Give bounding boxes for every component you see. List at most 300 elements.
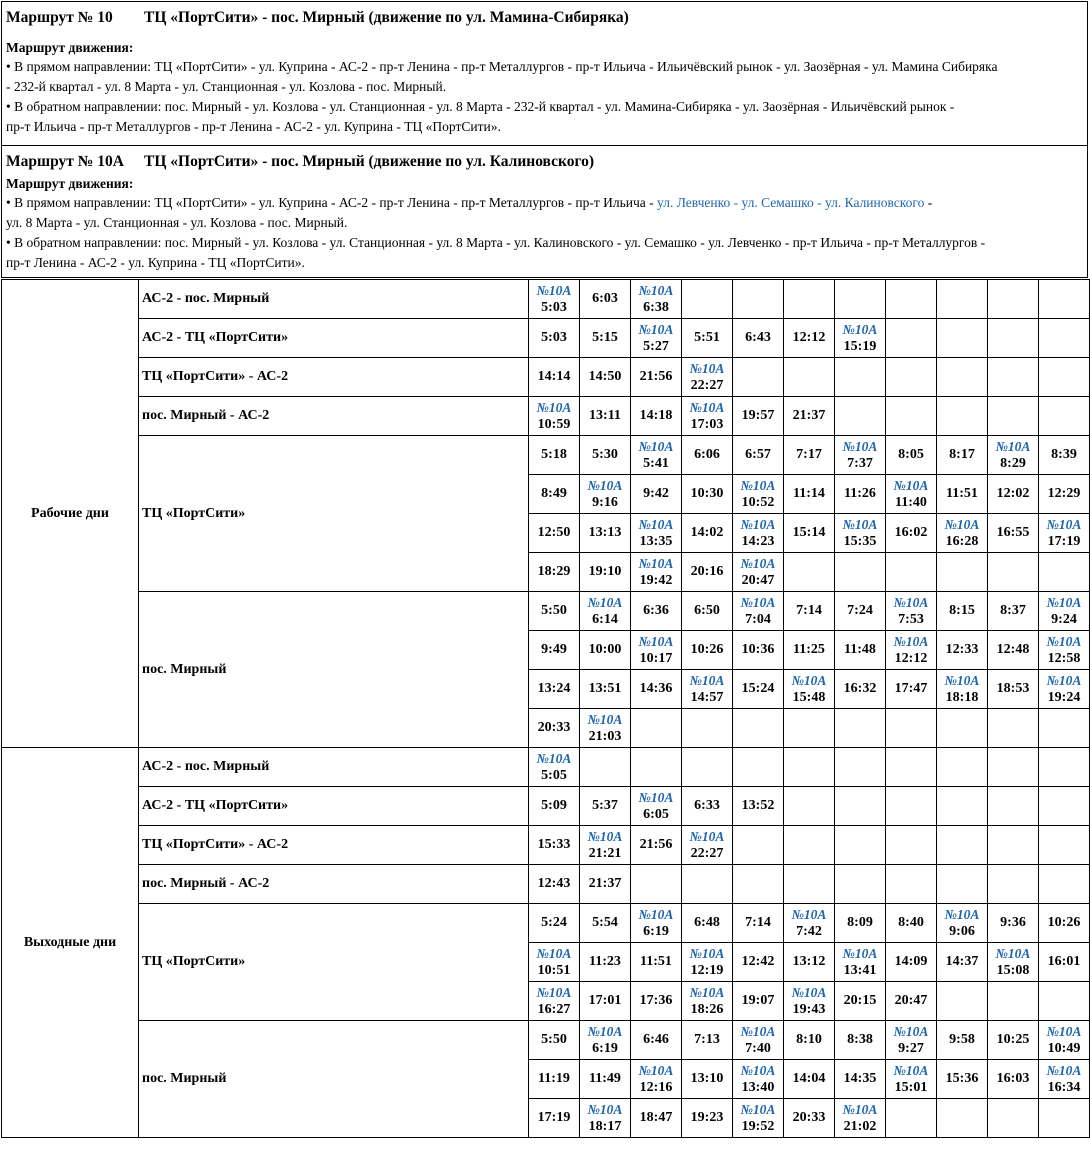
empty-cell [937, 319, 988, 358]
time-value: 5:09 [541, 798, 567, 813]
time-value: 12:42 [741, 954, 775, 969]
departure-time-10a [631, 787, 682, 826]
departure-time-10a [835, 943, 886, 982]
departure-time [835, 1021, 886, 1060]
time-value: 6:19 [643, 923, 669, 939]
departure-time [580, 358, 631, 397]
empty-cell [1039, 709, 1090, 748]
departure-time [1039, 436, 1090, 475]
empty-cell [988, 319, 1039, 358]
route-10-forward-line-2: - 232-й квартал - ул. 8 Марта - ул. Станционная - ул. Козлова - пос. Мирный. [6, 79, 447, 94]
time-value: 19:24 [1047, 689, 1081, 705]
time-value: 17:47 [894, 681, 928, 696]
time-value: 14:37 [945, 954, 979, 969]
time-value: 19:57 [741, 408, 775, 423]
time-value: 13:10 [690, 1071, 724, 1086]
direction-label: пос. Мирный [139, 592, 529, 748]
departure-time-10a [733, 1021, 784, 1060]
time-value: 7:37 [847, 455, 873, 471]
route-10a-tag: №10А [995, 438, 1031, 454]
time-value: 13:41 [843, 962, 877, 978]
route-10a-tag: №10А [893, 477, 929, 493]
time-value: 20:33 [792, 1110, 826, 1125]
time-value: 17:01 [588, 993, 622, 1008]
departure-time-10a [784, 904, 835, 943]
time-value: 13:40 [741, 1079, 775, 1095]
departure-time [631, 592, 682, 631]
empty-cell [784, 709, 835, 748]
direction-label: ТЦ «ПортСити» [139, 436, 529, 592]
departure-time-10a [733, 514, 784, 553]
route-10a-tag: №10А [536, 750, 572, 766]
departure-time-10a [886, 592, 937, 631]
empty-cell [988, 826, 1039, 865]
route-10a-tag: №10А [638, 282, 674, 298]
time-value: 5:54 [592, 915, 618, 930]
route-10a-tag: №10А [1046, 672, 1082, 688]
direction-label: АС-2 - ТЦ «ПортСити» [139, 319, 529, 358]
empty-cell [784, 280, 835, 319]
departure-time-10a [937, 670, 988, 709]
route-10a-tag: №10А [689, 945, 725, 961]
departure-time-10a [733, 592, 784, 631]
empty-cell [886, 826, 937, 865]
empty-cell [580, 748, 631, 787]
departure-time-10a [580, 592, 631, 631]
route-10a-tag: №10А [638, 555, 674, 571]
departure-time [682, 319, 733, 358]
empty-cell [886, 1099, 937, 1138]
departure-time [631, 358, 682, 397]
time-value: 6:06 [694, 447, 720, 462]
route-10a-tag: №10А [587, 477, 623, 493]
time-value: 5:37 [592, 798, 618, 813]
time-value: 11:48 [844, 642, 876, 657]
time-value: 6:57 [745, 447, 771, 462]
empty-cell [886, 397, 937, 436]
departure-time-10a [682, 358, 733, 397]
route-10a-tag: №10А [740, 594, 776, 610]
timetable-row [2, 787, 1090, 826]
route-10a-tag: №10А [740, 1023, 776, 1039]
time-value: 12:12 [894, 650, 928, 666]
route-10a-tag: №10А [689, 672, 725, 688]
empty-cell [1039, 319, 1090, 358]
route-10a-tag: №10А [1046, 1023, 1082, 1039]
departure-time-10a [886, 1060, 937, 1099]
departure-time [733, 904, 784, 943]
departure-time [529, 1060, 580, 1099]
time-value: 15:19 [843, 338, 877, 354]
route-10a-tag: №10А [638, 516, 674, 532]
time-value: 11:23 [589, 954, 621, 969]
departure-time-10a [529, 982, 580, 1021]
departure-time [988, 1021, 1039, 1060]
empty-cell [937, 358, 988, 397]
departure-time [784, 319, 835, 358]
time-value: 18:47 [639, 1110, 673, 1125]
time-value: 14:14 [537, 369, 571, 384]
time-value: 10:30 [690, 486, 724, 501]
route-10a-tag: №10А [536, 984, 572, 1000]
route-10a-tag: №10А [1046, 594, 1082, 610]
route-10-name: ТЦ «ПортСити» - пос. Мирный (движение по ул. Мамина-Сибиряка) [144, 9, 629, 26]
departure-time [937, 631, 988, 670]
empty-cell [937, 553, 988, 592]
route-10a-tag: №10А [536, 945, 572, 961]
departure-time [631, 1099, 682, 1138]
route-10a-tag: №10А [689, 828, 725, 844]
time-value: 12:02 [996, 486, 1030, 501]
empty-cell [682, 280, 733, 319]
empty-cell [937, 748, 988, 787]
empty-cell [835, 358, 886, 397]
empty-cell [886, 709, 937, 748]
timetable-row [2, 826, 1090, 865]
time-value: 7:53 [898, 611, 924, 627]
empty-cell [886, 280, 937, 319]
direction-label: пос. Мирный - АС-2 [139, 865, 529, 904]
time-value: 11:25 [793, 642, 825, 657]
route-10a-back-line-1: • В обратном направлении: пос. Мирный - ул. Козлова - ул. Станционная - ул. 8 Марта - ул. Калиновского - ул. Семашко - ул. Левченко - пр-т Ильича - пр-т Металлургов - [6, 235, 986, 250]
time-value: 12:58 [1047, 650, 1081, 666]
empty-cell [784, 748, 835, 787]
departure-time [988, 670, 1039, 709]
departure-time-10a [886, 631, 937, 670]
direction-label: пос. Мирный - АС-2 [139, 397, 529, 436]
time-value: 11:14 [793, 486, 825, 501]
time-value: 8:38 [847, 1032, 873, 1047]
departure-time-10a [682, 826, 733, 865]
empty-cell [886, 358, 937, 397]
departure-time-10a [835, 319, 886, 358]
time-value: 8:17 [949, 447, 975, 462]
time-value: 6:03 [592, 291, 618, 306]
time-value: 5:03 [541, 330, 567, 345]
departure-time [886, 943, 937, 982]
route-10a-tag: №10А [689, 399, 725, 415]
time-value: 21:37 [588, 876, 622, 891]
time-value: 19:52 [741, 1118, 775, 1134]
time-value: 17:19 [1047, 533, 1081, 549]
direction-label: АС-2 - пос. Мирный [139, 280, 529, 319]
departure-time-10a [529, 280, 580, 319]
route-10a-tag: №10А [587, 1101, 623, 1117]
timetable-row [2, 592, 1090, 631]
time-value: 14:35 [843, 1071, 877, 1086]
time-value: 21:56 [639, 369, 673, 384]
departure-time-10a [886, 475, 937, 514]
empty-cell [988, 982, 1039, 1021]
departure-time-10a [1039, 1021, 1090, 1060]
empty-cell [937, 982, 988, 1021]
departure-time-10a [988, 943, 1039, 982]
departure-time-10a [529, 748, 580, 787]
time-value: 10:25 [996, 1032, 1030, 1047]
time-value: 8:09 [847, 915, 873, 930]
time-value: 15:14 [792, 525, 826, 540]
route-10-info [1, 1, 1088, 146]
departure-time-10a [682, 982, 733, 1021]
departure-time [580, 670, 631, 709]
route-10a-title [6, 151, 1083, 173]
time-value: 21:03 [588, 728, 622, 744]
time-value: 5:51 [694, 330, 720, 345]
time-value: 18:26 [690, 1001, 724, 1017]
departure-time-10a [937, 514, 988, 553]
time-value: 19:43 [792, 1001, 826, 1017]
departure-time [886, 436, 937, 475]
departure-time [631, 475, 682, 514]
time-value: 14:18 [639, 408, 673, 423]
empty-cell [937, 280, 988, 319]
time-value: 22:27 [690, 845, 724, 861]
time-value: 15:36 [945, 1071, 979, 1086]
departure-time [886, 514, 937, 553]
time-value: 7:24 [847, 603, 873, 618]
departure-time [835, 592, 886, 631]
time-value: 19:42 [639, 572, 673, 588]
empty-cell [886, 787, 937, 826]
departure-time [1039, 475, 1090, 514]
route-10a-tag: №10А [944, 906, 980, 922]
time-value: 10:00 [588, 642, 622, 657]
route-10a-tag: №10А [1046, 1062, 1082, 1078]
time-value: 6:50 [694, 603, 720, 618]
departure-time [784, 475, 835, 514]
departure-time [988, 631, 1039, 670]
departure-time [580, 865, 631, 904]
empty-cell [1039, 865, 1090, 904]
time-value: 16:55 [996, 525, 1030, 540]
empty-cell [1039, 553, 1090, 592]
empty-cell [886, 865, 937, 904]
departure-time [733, 436, 784, 475]
direction-label: ТЦ «ПортСити» - АС-2 [139, 358, 529, 397]
time-value: 14:57 [690, 689, 724, 705]
time-value: 9:24 [1051, 611, 1077, 627]
time-value: 11:19 [538, 1071, 570, 1086]
route-10-forward-line-1: • В прямом направлении: ТЦ «ПортСити» - ул. Куприна - АС-2 - пр-т Ленина - пр-т Металлургов - пр-т Ильича - Ильичёвский рынок - ул. Заозёрная - ул. Мамина Сибиряка [6, 59, 998, 74]
departure-time [784, 631, 835, 670]
route-10a-tag: №10А [944, 516, 980, 532]
departure-time [580, 436, 631, 475]
empty-cell [886, 553, 937, 592]
route-10a-tag: №10А [893, 594, 929, 610]
time-value: 7:42 [796, 923, 822, 939]
departure-time [529, 592, 580, 631]
empty-cell [784, 553, 835, 592]
empty-cell [988, 709, 1039, 748]
time-value: 13:52 [741, 798, 775, 813]
time-value: 9:27 [898, 1040, 924, 1056]
departure-time [1039, 904, 1090, 943]
departure-time-10a [1039, 631, 1090, 670]
departure-time [835, 475, 886, 514]
time-value: 12:43 [537, 876, 571, 891]
time-value: 20:47 [894, 993, 928, 1008]
time-value: 13:12 [792, 954, 826, 969]
route-10a-info [1, 145, 1088, 278]
departure-time [529, 436, 580, 475]
empty-cell [784, 358, 835, 397]
timetable-row [2, 904, 1090, 943]
departure-time [580, 514, 631, 553]
departure-time [937, 475, 988, 514]
timetable-row [2, 319, 1090, 358]
departure-time [784, 514, 835, 553]
route-10a-tag: №10А [740, 555, 776, 571]
day-type-label: Выходные дни [2, 748, 139, 1138]
empty-cell [937, 709, 988, 748]
empty-cell [1039, 358, 1090, 397]
time-value: 15:48 [792, 689, 826, 705]
time-value: 7:13 [694, 1032, 720, 1047]
empty-cell [1039, 397, 1090, 436]
departure-time [580, 982, 631, 1021]
route-10-back-line-2: пр-т Ильича - пр-т Металлургов - пр-т Ленина - АС-2 - ул. Куприна - ТЦ «ПортСити». [6, 119, 501, 134]
route-10a-tag: №10А [893, 1023, 929, 1039]
departure-time [682, 1060, 733, 1099]
empty-cell [937, 787, 988, 826]
departure-time [529, 514, 580, 553]
time-value: 13:24 [537, 681, 571, 696]
empty-cell [835, 826, 886, 865]
route-10a-forward-line-2: ул. 8 Марта - ул. Станционная - ул. Козлова - пос. Мирный. [6, 215, 348, 230]
time-value: 8:49 [541, 486, 567, 501]
route-10a-tag: №10А [638, 906, 674, 922]
direction-label: АС-2 - пос. Мирный [139, 748, 529, 787]
time-value: 21:37 [792, 408, 826, 423]
departure-time [835, 1060, 886, 1099]
time-value: 5:50 [541, 1032, 567, 1047]
departure-time-10a [886, 1021, 937, 1060]
departure-time [784, 1060, 835, 1099]
route-10-back-line-1: • В обратном направлении: пос. Мирный - ул. Козлова - ул. Станционная - ул. 8 Марта - 232-й квартал - ул. Мамина-Сибиряка - ул. Заозёрная - Ильичёвский рынок - [6, 99, 955, 114]
empty-cell [1039, 826, 1090, 865]
route-10a-forward-part-1: • В прямом направлении: ТЦ «ПортСити» - ул. Куприна - АС-2 - пр-т Ленина - пр-т Металлургов - пр-т Ильича - [6, 195, 654, 210]
time-value: 9:49 [541, 642, 567, 657]
departure-time-10a [733, 553, 784, 592]
departure-time [988, 514, 1039, 553]
time-value: 14:04 [792, 1071, 826, 1086]
departure-time-10a [529, 943, 580, 982]
empty-cell [988, 865, 1039, 904]
empty-cell [682, 748, 733, 787]
departure-time-10a [1039, 1060, 1090, 1099]
time-value: 12:16 [639, 1079, 673, 1095]
route-10a-tag: №10А [587, 828, 623, 844]
time-value: 10:36 [741, 642, 775, 657]
departure-time-10a [580, 1021, 631, 1060]
route-10a-tag: №10А [587, 711, 623, 727]
time-value: 5:15 [592, 330, 618, 345]
route-10a-tag: №10А [893, 633, 929, 649]
departure-time [580, 280, 631, 319]
departure-time [682, 631, 733, 670]
departure-time-10a [988, 436, 1039, 475]
route-10a-tag: №10А [791, 906, 827, 922]
empty-cell [937, 826, 988, 865]
route-10a-tag: №10А [638, 321, 674, 337]
time-value: 20:15 [843, 993, 877, 1008]
empty-cell [988, 748, 1039, 787]
route-10a-tag: №10А [638, 789, 674, 805]
time-value: 5:50 [541, 603, 567, 618]
route-10a-tag: №10А [638, 438, 674, 454]
departure-time [682, 514, 733, 553]
departure-time [937, 1060, 988, 1099]
departure-time [529, 787, 580, 826]
departure-time-10a [529, 397, 580, 436]
departure-time-10a [733, 1099, 784, 1138]
route-10a-forward-dash: - [927, 195, 933, 210]
departure-time-10a [733, 475, 784, 514]
departure-time [784, 436, 835, 475]
departure-time [580, 631, 631, 670]
departure-time-10a [631, 904, 682, 943]
departure-time [733, 943, 784, 982]
time-value: 20:33 [537, 720, 571, 735]
departure-time [529, 1099, 580, 1138]
time-value: 5:24 [541, 915, 567, 930]
departure-time [580, 904, 631, 943]
time-value: 8:10 [796, 1032, 822, 1047]
departure-time [682, 1021, 733, 1060]
departure-time [631, 943, 682, 982]
route-10a-tag: №10А [842, 945, 878, 961]
time-value: 11:51 [640, 954, 672, 969]
route-10a-tag: №10А [536, 282, 572, 298]
empty-cell [682, 865, 733, 904]
route-10a-tag: №10А [689, 360, 725, 376]
time-value: 20:47 [741, 572, 775, 588]
empty-cell [733, 748, 784, 787]
departure-time [529, 709, 580, 748]
route-10a-tag: №10А [995, 945, 1031, 961]
time-value: 10:49 [1047, 1040, 1081, 1056]
timetable [1, 279, 1090, 1138]
time-value: 20:16 [690, 564, 724, 579]
time-value: 6:19 [592, 1040, 618, 1056]
departure-time [529, 358, 580, 397]
route-10a-tag: №10А [689, 984, 725, 1000]
time-value: 16:27 [537, 1001, 571, 1017]
departure-time [631, 1021, 682, 1060]
empty-cell [1039, 280, 1090, 319]
departure-time [580, 943, 631, 982]
empty-cell [835, 280, 886, 319]
departure-time-10a [631, 436, 682, 475]
departure-time [937, 943, 988, 982]
empty-cell [631, 709, 682, 748]
departure-time-10a [631, 514, 682, 553]
route-10a-tag: №10А [740, 516, 776, 532]
departure-time [784, 943, 835, 982]
departure-time [631, 397, 682, 436]
time-value: 10:51 [537, 962, 571, 978]
time-value: 13:11 [589, 408, 621, 423]
time-value: 5:18 [541, 447, 567, 462]
route-10a-tag: №10А [638, 1062, 674, 1078]
departure-time-10a [784, 982, 835, 1021]
empty-cell [835, 787, 886, 826]
time-value: 11:51 [946, 486, 978, 501]
departure-time [529, 631, 580, 670]
time-value: 9:58 [949, 1032, 975, 1047]
departure-time [784, 1099, 835, 1138]
departure-time [631, 826, 682, 865]
